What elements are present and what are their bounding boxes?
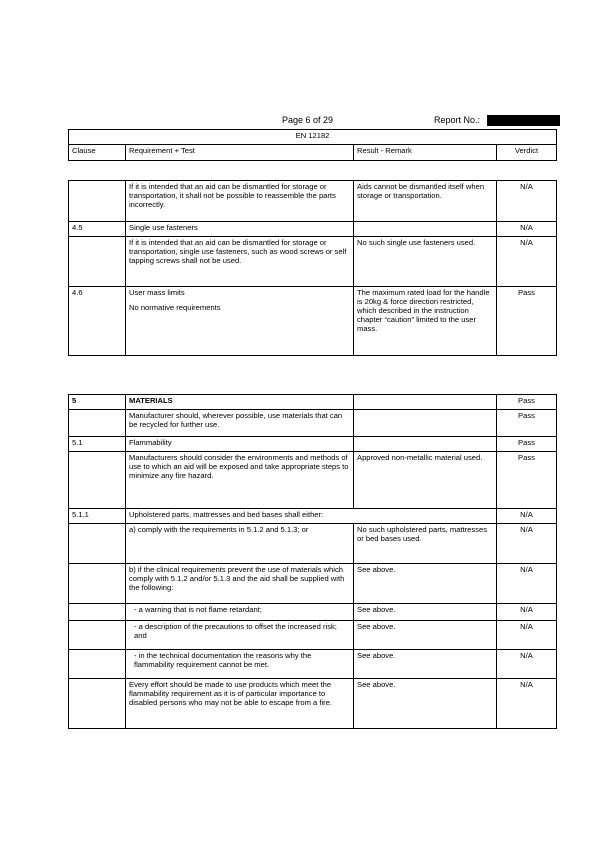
section-title: MATERIALS	[126, 395, 354, 410]
table-row	[69, 679, 557, 729]
result-cell: Aids cannot be dismantled itself when storage or transportation.	[354, 181, 497, 222]
verdict-cell: Pass	[497, 410, 557, 437]
verdict-cell: N/A	[497, 679, 557, 729]
requirements-table-general	[68, 180, 557, 356]
requirement-cell: Upholstered parts, mattresses and bed bases shall either:	[126, 509, 497, 524]
requirement-cell: a) comply with the requirements in 5.1.2 and 5.1.3; or	[126, 524, 354, 564]
result-cell: Approved non-metallic material used.	[354, 452, 497, 509]
result-cell: No such upholstered parts, mattresses or bed bases used.	[354, 524, 497, 564]
result-cell	[354, 437, 497, 452]
requirement-cell: b) if the clinical requirements prevent the use of materials which comply with 5.1.2 and/or 5.1.3 and the aid shall be supplied with the following:	[126, 564, 354, 604]
table-row	[69, 509, 557, 524]
result-cell	[354, 395, 497, 410]
table-row	[69, 452, 557, 509]
page-header	[68, 115, 556, 129]
table-row	[69, 437, 557, 452]
requirement-cell: Every effort should be made to use products which meet the flammability requirement as it is of particular importance to disabled persons who may not be able to escape from a fire.	[126, 679, 354, 729]
requirement-cell: Manufacturers should consider the environments and methods of use to which an aid will be exposed and take appropriate steps to minimize any fire hazard.	[126, 452, 354, 509]
result-cell: See above.	[354, 564, 497, 604]
clause-cell	[69, 621, 126, 650]
requirement-cell: Single use fasteners	[126, 222, 354, 237]
verdict-cell: N/A	[497, 564, 557, 604]
result-cell: See above.	[354, 621, 497, 650]
verdict-cell: N/A	[497, 237, 557, 287]
column-header-result: Result - Remark	[354, 145, 497, 161]
verdict-cell: N/A	[497, 604, 557, 621]
requirement-note: No normative requirements	[129, 303, 221, 312]
clause-cell: 5	[69, 395, 126, 410]
clause-cell	[69, 650, 126, 679]
requirement-title: User mass limits	[129, 288, 185, 297]
clause-cell	[69, 452, 126, 509]
result-cell: See above.	[354, 650, 497, 679]
verdict-cell: Pass	[497, 437, 557, 452]
result-cell: No such single use fasteners used.	[354, 237, 497, 287]
clause-cell	[69, 564, 126, 604]
requirement-cell	[126, 287, 354, 356]
page-number: Page 6 of 29	[282, 115, 334, 125]
standard-header-table	[68, 129, 557, 161]
requirement-cell: Manufacturer should, wherever possible, use materials that can be recycled for further use.	[126, 410, 354, 437]
table-row	[69, 222, 557, 237]
table-row	[69, 650, 557, 679]
verdict-cell: N/A	[497, 509, 557, 524]
verdict-cell: Pass	[497, 395, 557, 410]
clause-cell: 5.1	[69, 437, 126, 452]
clause-cell: 4.5	[69, 222, 126, 237]
table-row	[69, 564, 557, 604]
result-cell: The maximum rated load for the handle is 20kg & force direction restricted, which described in the instruction chapter “caution” limited to the user mass.	[354, 287, 497, 356]
verdict-cell: N/A	[497, 621, 557, 650]
verdict-cell: N/A	[497, 222, 557, 237]
table-row	[69, 410, 557, 437]
report-number-label: Report No.:	[434, 115, 481, 125]
table-row	[69, 524, 557, 564]
column-header-clause: Clause	[69, 145, 126, 161]
requirement-cell: If it is intended that an aid can be dismantled for storage or transportation, single use fasteners, such as wood screws or self tapping screws shall not be used.	[126, 237, 354, 287]
result-cell	[354, 410, 497, 437]
clause-cell	[69, 524, 126, 564]
requirement-cell: Flammability	[126, 437, 354, 452]
requirements-table-materials	[68, 394, 557, 729]
result-cell: See above.	[354, 604, 497, 621]
table-row	[69, 395, 557, 410]
column-header-verdict: Verdict	[497, 145, 557, 161]
redacted-report-number	[487, 115, 560, 126]
requirement-cell: - in the technical documentation the reasons why the flammability requirement cannot be met.	[126, 650, 354, 679]
clause-cell	[69, 237, 126, 287]
verdict-cell: Pass	[497, 287, 557, 356]
result-cell: See above.	[354, 679, 497, 729]
requirement-cell: If it is intended that an aid can be dismantled for storage or transportation, it shall not be possible to reassemble the parts incorrectly.	[126, 181, 354, 222]
column-header-requirement: Requirement + Test	[126, 145, 354, 161]
table-row	[69, 181, 557, 222]
requirement-cell: - a warning that is not flame retardant;	[126, 604, 354, 621]
verdict-cell: N/A	[497, 181, 557, 222]
clause-cell	[69, 679, 126, 729]
clause-cell: 5.1.1	[69, 509, 126, 524]
table-row	[69, 237, 557, 287]
clause-cell	[69, 410, 126, 437]
verdict-cell: N/A	[497, 650, 557, 679]
clause-cell: 4.6	[69, 287, 126, 356]
requirement-cell: - a description of the precautions to offset the increased risk; and	[126, 621, 354, 650]
standard-title: EN 12182	[69, 130, 557, 145]
table-row	[69, 621, 557, 650]
table-row	[69, 604, 557, 621]
result-cell	[354, 222, 497, 237]
verdict-cell: N/A	[497, 524, 557, 564]
clause-cell	[69, 181, 126, 222]
verdict-cell: Pass	[497, 452, 557, 509]
table-row	[69, 287, 557, 356]
clause-cell	[69, 604, 126, 621]
